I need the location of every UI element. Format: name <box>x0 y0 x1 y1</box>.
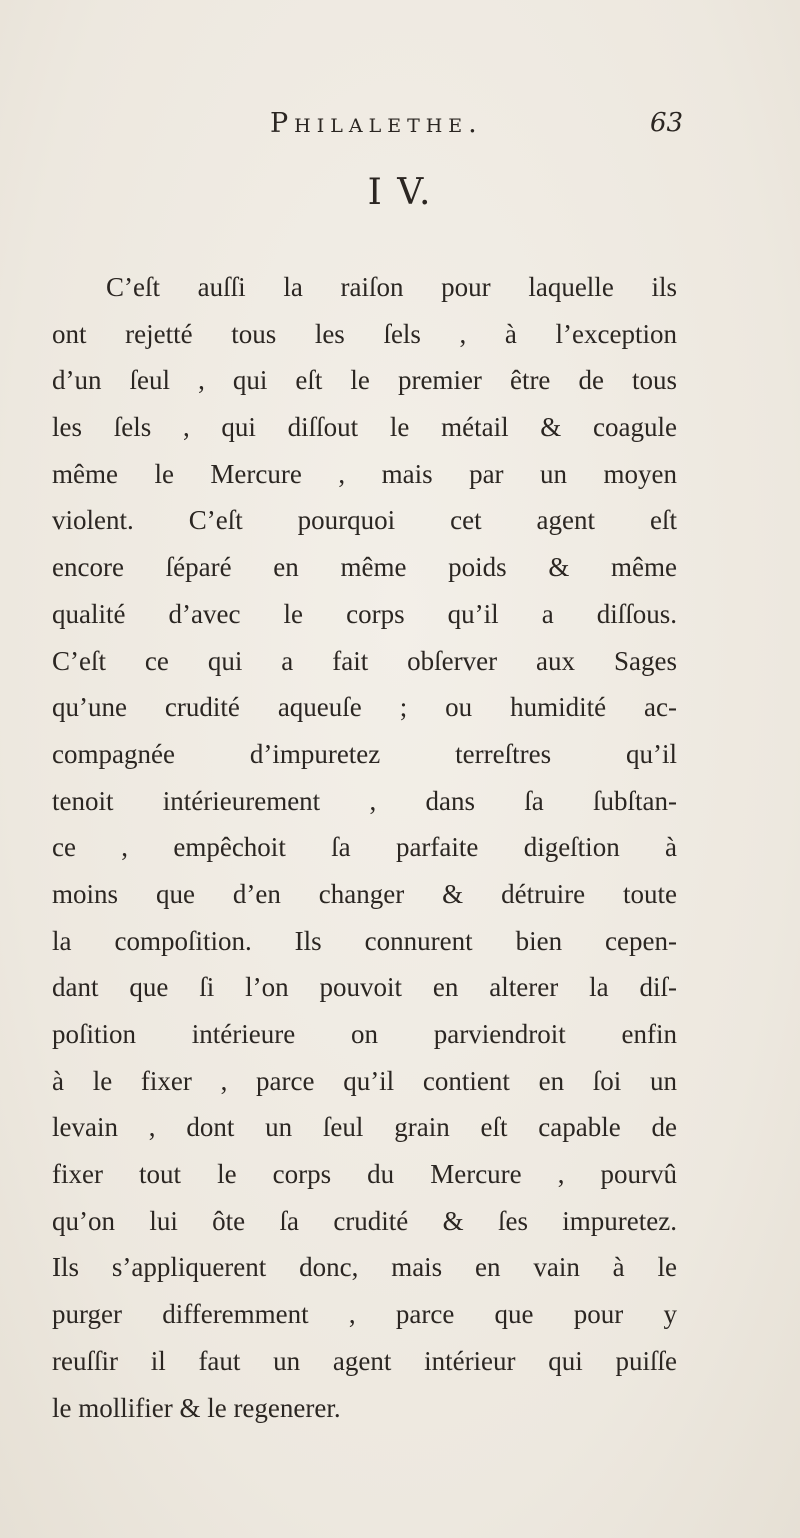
text-line: la compoſition. Ils connurent bien cepen- <box>52 925 677 956</box>
text-line: Ils s’appliquerent donc, mais en vain à le <box>52 1252 677 1283</box>
text-line: d’un ſeul , qui eſt le premier être de tous <box>52 365 677 396</box>
text-line: qualité d’avec le corps qu’il a diſſous. <box>52 598 677 629</box>
text-line: même le Mercure , mais par un moyen <box>52 458 677 489</box>
text-line: violent. C’eſt pourquoi cet agent eſt <box>52 505 677 536</box>
text-line: compagnée d’impuretez terreſtres qu’il <box>52 738 677 769</box>
text-line: fixer tout le corps du Mercure , pourvû <box>52 1159 677 1190</box>
text-line: ce , empêchoit ſa parfaite digeſtion à <box>52 832 677 863</box>
text-line: purger differemment , parce que pour y <box>52 1299 677 1330</box>
text-line: poſition intérieure on parviendroit enfin <box>52 1019 677 1049</box>
text-line: moins que d’en changer & détruire toute <box>52 878 677 909</box>
running-head <box>0 108 800 148</box>
text-line: à le fixer , parce qu’il contient en ſoi un <box>52 1065 677 1096</box>
text-line: qu’on lui ôte ſa crudité & ſes impuretez. <box>52 1205 677 1236</box>
text-line: ont rejetté tous les ſels , à l’exception <box>52 318 677 349</box>
text-line: qu’une crudité aqueuſe ; ou humidité ac- <box>52 692 677 723</box>
text-line: C’eſt auſſi la raiſon pour laquelle ils <box>106 272 677 302</box>
page-number: 63 <box>650 108 684 138</box>
running-title: Philalethe. <box>270 108 483 139</box>
text-line: les ſels , qui diſſout le métail & coagule <box>52 412 677 443</box>
section-heading: I V. <box>367 172 433 213</box>
text-line: encore ſéparé en même poids & même <box>52 552 677 583</box>
text-line: le mollifier & le regenerer. <box>52 1392 341 1423</box>
text-line: C’eſt ce qui a fait obſerver aux Sages <box>52 645 677 676</box>
text-line: levain , dont un ſeul grain eſt capable de <box>52 1112 677 1143</box>
text-line: reuſſir il faut un agent intérieur qui puiſſe <box>52 1345 677 1376</box>
text-line: tenoit intérieurement , dans ſa ſubſtan- <box>52 785 677 816</box>
body-paragraph <box>52 264 677 1431</box>
text-line: dant que ſi l’on pouvoit en alterer la diſ- <box>52 972 677 1003</box>
